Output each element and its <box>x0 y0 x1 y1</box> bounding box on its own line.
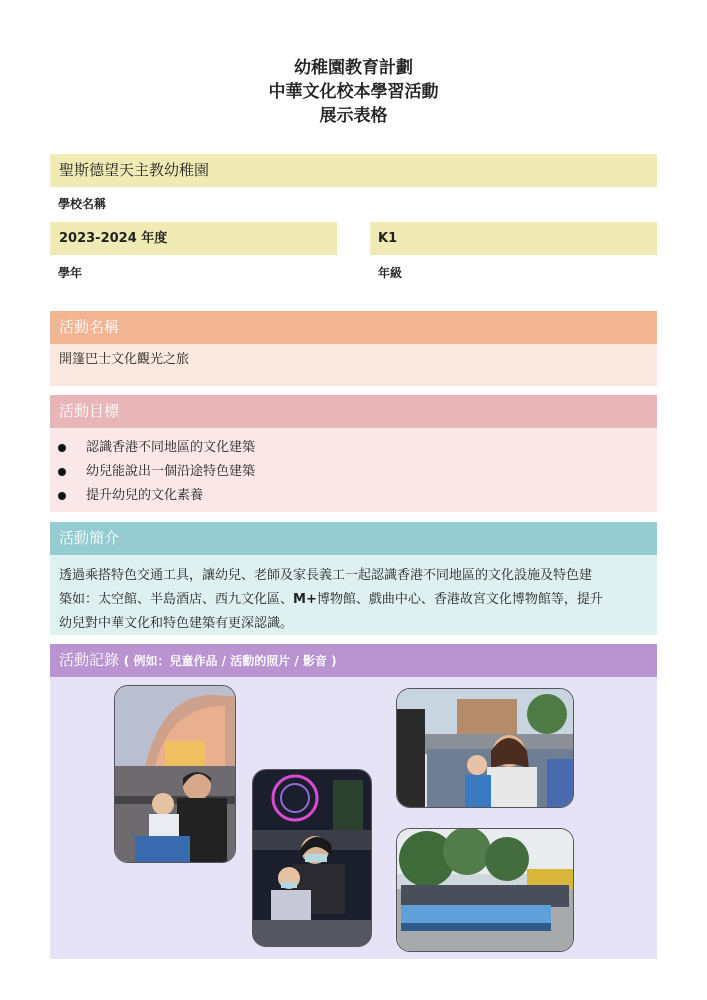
goal-item: 認識香港不同地區的文化建築 <box>50 436 657 460</box>
goals-list <box>50 436 657 508</box>
intro-line-2-bold: M+ <box>293 592 317 607</box>
goal-item: 提升幼兒的文化素養 <box>50 484 657 508</box>
grade-label: 年級 <box>378 266 403 280</box>
intro-body <box>50 555 657 635</box>
intro-line-1: 透過乘搭特色交通工具，讓幼兒、老師及家長義工一起認識香港不同地區的文化設施及特色建 <box>59 568 593 583</box>
school-name-field: 聖斯德望天主教幼稚園 <box>50 154 657 187</box>
records-heading <box>50 644 657 677</box>
grade-field: K1 <box>370 222 657 255</box>
activity-name-body <box>50 344 657 386</box>
intro-heading: 活動簡介 <box>50 522 657 555</box>
photo-teacher-with-child <box>396 688 574 808</box>
records-heading-title: 活動記錄 <box>59 651 120 669</box>
title-line-3: 展示表格 <box>319 106 388 126</box>
goals-body <box>50 428 657 512</box>
title-line-2: 中華文化校本學習活動 <box>268 82 439 102</box>
title-line-1: 幼稚園教育計劃 <box>294 58 413 78</box>
school-year-value: 2023-2024 年度 <box>59 231 168 246</box>
photo-night-bus-ride <box>252 769 372 947</box>
intro-line-2b: 博物館、戲曲中心、香港故宮文化博物館等，提升 <box>316 592 603 607</box>
intro-line-2a: 築如：太空館、半島酒店、西九文化區、 <box>59 592 294 607</box>
school-year-field <box>50 222 337 255</box>
intro-line-3: 幼兒對中華文化和特色建築有更深認識。 <box>59 616 294 631</box>
school-year-label: 學年 <box>58 266 83 280</box>
activity-name-value: 開篷巴士文化觀光之旅 <box>59 352 190 367</box>
intro-line-2 <box>59 588 657 612</box>
goals-heading: 活動目標 <box>50 395 657 428</box>
goal-item: 幼兒能說出一個沿途特色建築 <box>50 460 657 484</box>
activity-name-heading: 活動名稱 <box>50 311 657 344</box>
school-name-label: 學校名稱 <box>58 197 107 211</box>
records-heading-note: ( 例如：兒童作品 / 活動的照片 / 影音 ) <box>123 654 337 668</box>
photo-family-on-bus <box>114 685 236 863</box>
photo-group-outdoor <box>396 828 574 952</box>
